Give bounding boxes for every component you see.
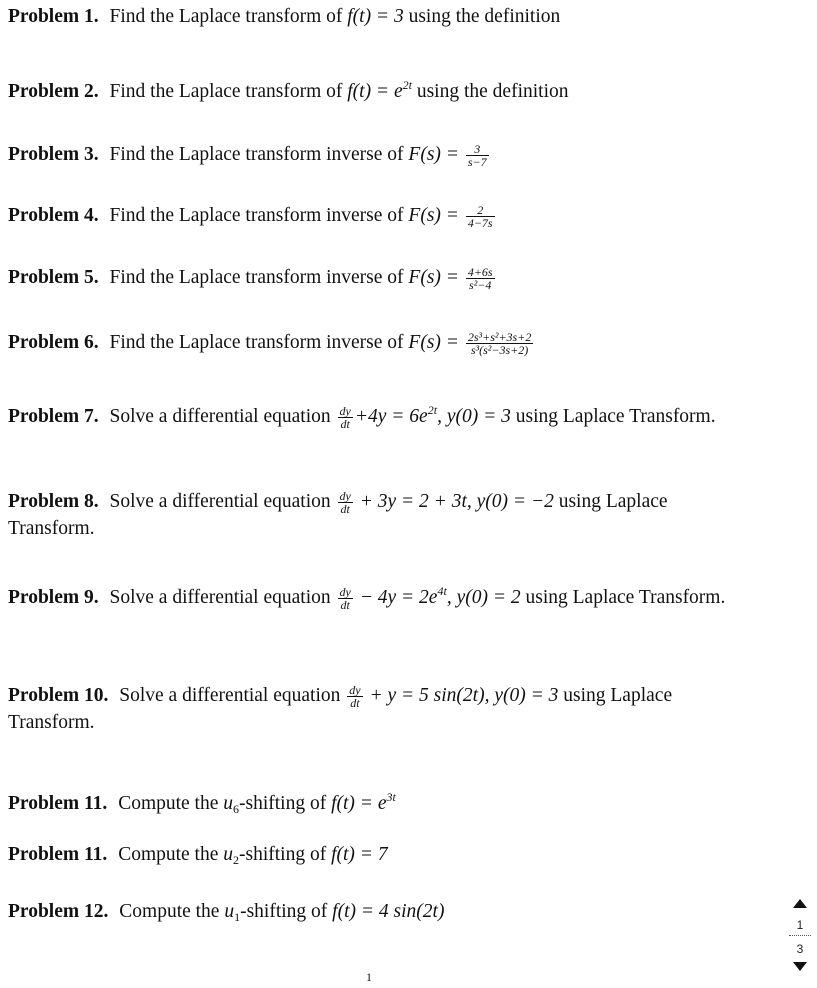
exponent: 3t bbox=[386, 790, 396, 804]
shift-subscript: 6 bbox=[233, 802, 240, 816]
fraction bbox=[466, 266, 495, 291]
numerator: 2s³+s²+3s+2 bbox=[467, 330, 532, 345]
problem-tail: using Laplace Transform. bbox=[515, 406, 716, 427]
problem-expression: F(s) = bbox=[408, 205, 459, 226]
exponent: 2t bbox=[427, 403, 438, 417]
exponent: 2t bbox=[402, 78, 412, 92]
problem-text-2: -shifting of bbox=[239, 793, 327, 814]
shift-subscript: 2 bbox=[233, 853, 240, 867]
problem-expression: F(s) = bbox=[408, 144, 459, 165]
problem-expression: − 4y = 2e bbox=[359, 587, 438, 608]
problem-text: Solve a differential equation bbox=[109, 587, 331, 608]
problem-expression: F(s) = bbox=[408, 267, 459, 288]
problem-text: Solve a differential equation bbox=[109, 406, 331, 427]
problem-11-u6 bbox=[8, 784, 748, 823]
problem-expression: f(t) = 3 bbox=[347, 6, 404, 27]
total-pages: 3 bbox=[796, 942, 804, 956]
problem-label: Problem 6. bbox=[8, 332, 99, 353]
fraction bbox=[466, 331, 534, 356]
problem-text-2: -shifting of bbox=[240, 901, 328, 922]
denominator: s−7 bbox=[467, 155, 487, 170]
problem-text: Compute the bbox=[118, 793, 219, 814]
problem-text: Find the Laplace transform of bbox=[109, 81, 343, 102]
problem-text: Find the Laplace transform of bbox=[109, 6, 343, 27]
denominator: dt bbox=[340, 598, 350, 613]
problem-label: Problem 5. bbox=[8, 267, 99, 288]
problem-expression: f(t) = 4 sin(2t) bbox=[332, 901, 445, 922]
derivative-fraction bbox=[338, 490, 353, 515]
problem-3 bbox=[8, 141, 748, 168]
shift-subscript: 1 bbox=[234, 910, 241, 924]
page-navigator bbox=[787, 895, 813, 985]
problem-label: Problem 11. bbox=[8, 793, 108, 814]
problem-label: Problem 1. bbox=[8, 6, 99, 27]
initial-condition: , y(0) = 2 bbox=[446, 587, 521, 608]
problem-tail: using Laplace Transform. bbox=[8, 491, 668, 540]
problem-tail: using Laplace Transform. bbox=[525, 587, 726, 608]
problem-label: Problem 10. bbox=[8, 685, 109, 706]
problem-text-2: -shifting of bbox=[239, 844, 327, 865]
problem-text: Solve a differential equation bbox=[119, 685, 341, 706]
problem-4 bbox=[8, 202, 748, 229]
shift-symbol: u bbox=[223, 793, 234, 814]
problem-label: Problem 2. bbox=[8, 81, 99, 102]
fraction bbox=[466, 143, 489, 168]
problem-label: Problem 8. bbox=[8, 491, 99, 512]
problem-text: Solve a differential equation bbox=[109, 491, 331, 512]
problem-expression: + 3y = 2 + 3t, y(0) = −2 bbox=[359, 491, 554, 512]
problem-9 bbox=[8, 578, 748, 611]
problem-expression: f(t) = e bbox=[347, 81, 403, 102]
denominator: dt bbox=[340, 417, 350, 432]
problem-10 bbox=[8, 682, 748, 736]
problem-label: Problem 12. bbox=[8, 901, 109, 922]
problem-6 bbox=[8, 329, 748, 356]
previous-page-arrow-icon[interactable] bbox=[793, 899, 807, 908]
problem-text: Find the Laplace transform inverse of bbox=[109, 332, 404, 353]
numerator: 4+6s bbox=[467, 265, 493, 280]
problem-text: Find the Laplace transform inverse of bbox=[109, 205, 404, 226]
problem-8 bbox=[8, 488, 748, 542]
problem-label: Problem 9. bbox=[8, 587, 99, 608]
fraction bbox=[466, 204, 495, 229]
denominator: s³(s²−3s+2) bbox=[470, 343, 529, 358]
numerator: 3 bbox=[466, 143, 489, 156]
derivative-fraction bbox=[338, 586, 353, 611]
initial-condition: , y(0) = 3 bbox=[437, 406, 511, 427]
problem-text: Find the Laplace transform inverse of bbox=[109, 144, 404, 165]
derivative-fraction bbox=[347, 684, 362, 709]
problem-11-u2 bbox=[8, 841, 748, 874]
shift-symbol: u bbox=[224, 901, 235, 922]
problem-tail: using the definition bbox=[408, 6, 561, 27]
problem-label: Problem 7. bbox=[8, 406, 99, 427]
denominator: 4−7s bbox=[467, 216, 493, 231]
numerator: dy bbox=[339, 404, 351, 419]
problem-expression: + y = 5 sin(2t), y(0) = 3 bbox=[369, 685, 559, 706]
numerator: dy bbox=[349, 683, 361, 698]
next-page-arrow-icon[interactable] bbox=[793, 962, 807, 971]
numerator: dy bbox=[339, 585, 351, 600]
problem-tail: using Laplace Transform. bbox=[8, 685, 673, 734]
denominator: dt bbox=[340, 502, 350, 517]
problem-5 bbox=[8, 264, 748, 291]
problem-expression: f(t) = e bbox=[331, 793, 387, 814]
numerator: 2 bbox=[466, 204, 495, 217]
derivative-fraction bbox=[338, 405, 353, 430]
problem-text: Find the Laplace transform inverse of bbox=[109, 267, 404, 288]
problem-7 bbox=[8, 397, 748, 430]
problem-text: Compute the bbox=[119, 901, 220, 922]
shift-symbol: u bbox=[223, 844, 234, 865]
denominator: s²−4 bbox=[469, 278, 492, 293]
exponent: 4t bbox=[437, 584, 447, 598]
denominator: dt bbox=[350, 696, 360, 711]
page-number: 1 bbox=[366, 970, 372, 984]
problem-tail: using the definition bbox=[416, 81, 569, 102]
problem-2 bbox=[8, 72, 748, 105]
problem-label: Problem 11. bbox=[8, 844, 108, 865]
problem-label: Problem 4. bbox=[8, 205, 99, 226]
problem-expression: F(s) = bbox=[408, 332, 459, 353]
problem-12 bbox=[8, 898, 748, 931]
problem-expression: +4y = 6e bbox=[354, 406, 428, 427]
problem-text: Compute the bbox=[118, 844, 219, 865]
numerator: dy bbox=[339, 489, 351, 504]
problem-expression: f(t) = 7 bbox=[331, 844, 388, 865]
current-page: 1 bbox=[789, 918, 811, 936]
problem-1 bbox=[8, 3, 748, 30]
problem-label: Problem 3. bbox=[8, 144, 99, 165]
